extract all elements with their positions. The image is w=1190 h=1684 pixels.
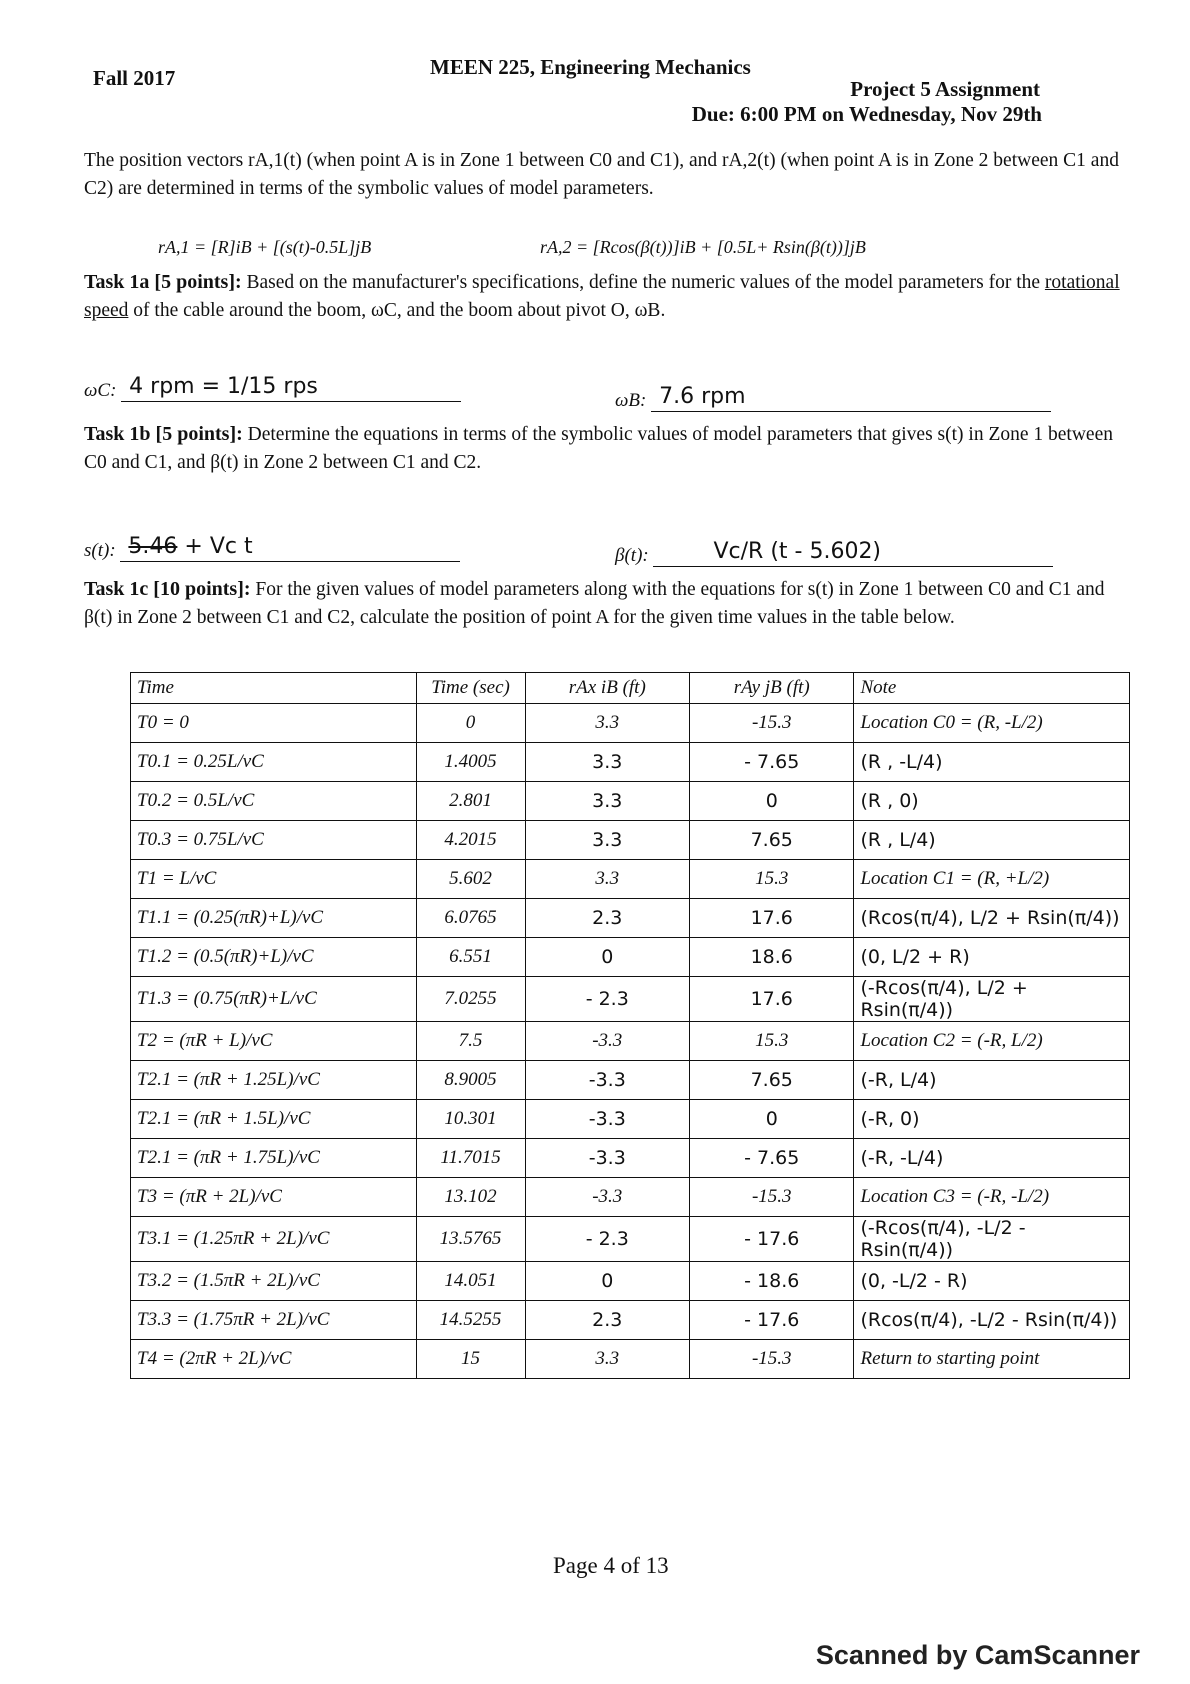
time-cell: T2.1 = (πR + 1.25L)/vC — [131, 1061, 417, 1100]
assignment-title: Project 5 Assignment — [850, 77, 1040, 101]
time-sec-cell: 13.5765 — [416, 1217, 525, 1262]
table-row — [131, 977, 1130, 1022]
task1a-title: Task 1a [5 points]: — [84, 271, 242, 293]
header-time-sec: Time (sec) — [416, 673, 525, 704]
task1a-text-before: Based on the manufacturer's specifications, define the numeric values of the model parameters for the — [241, 272, 1045, 293]
rax-cell: 3.3 — [525, 743, 689, 782]
rax-cell: 0 — [525, 1262, 689, 1301]
header-rax: rAx iB (ft) — [525, 673, 689, 704]
time-cell: T0.2 = 0.5L/vC — [131, 782, 417, 821]
header-ray: rAy jB (ft) — [690, 673, 854, 704]
task1c-paragraph — [84, 575, 1124, 632]
note-cell: (R , 0) — [854, 782, 1130, 821]
table-row — [131, 938, 1130, 977]
s-answer-text: + Vc t — [184, 534, 253, 559]
task1b-title: Task 1b [5 points]: — [84, 423, 243, 445]
rax-cell: 3.3 — [525, 860, 689, 899]
table-row — [131, 1100, 1130, 1139]
ray-cell: -15.3 — [690, 1178, 854, 1217]
task1a-text-after: of the cable around the boom, ωC, and the boom about pivot O, ωB. — [128, 300, 666, 321]
time-cell: T0.3 = 0.75L/vC — [131, 821, 417, 860]
rax-cell: 3.3 — [525, 1340, 689, 1379]
time-sec-cell: 6.551 — [416, 938, 525, 977]
note-cell: (-Rcos(π/4), L/2 + Rsin(π/4)) — [854, 977, 1130, 1022]
header-time: Time — [131, 673, 417, 704]
time-cell: T3.3 = (1.75πR + 2L)/vC — [131, 1301, 417, 1340]
rax-cell: 3.3 — [525, 704, 689, 743]
time-cell: T1.2 = (0.5(πR)+L)/vC — [131, 938, 417, 977]
note-cell: Return to starting point — [854, 1340, 1130, 1379]
omega-c-answer: 4 rpm = 1/15 rps — [129, 374, 318, 399]
table-header-row — [131, 673, 1130, 704]
note-cell: Location C2 = (-R, L/2) — [854, 1022, 1130, 1061]
rax-cell: -3.3 — [525, 1022, 689, 1061]
note-cell: (-R, L/4) — [854, 1061, 1130, 1100]
time-cell: T0 = 0 — [131, 704, 417, 743]
beta-label: β(t): — [615, 545, 649, 566]
time-sec-cell: 7.5 — [416, 1022, 525, 1061]
time-cell: T3.1 = (1.25πR + 2L)/vC — [131, 1217, 417, 1262]
s-answer — [128, 534, 252, 559]
table-row — [131, 1139, 1130, 1178]
table-row — [131, 1340, 1130, 1379]
ray-cell: 0 — [690, 782, 854, 821]
ray-cell: 0 — [690, 1100, 854, 1139]
note-cell: (Rcos(π/4), L/2 + Rsin(π/4)) — [854, 899, 1130, 938]
table-row — [131, 1178, 1130, 1217]
time-cell: T1 = L/vC — [131, 860, 417, 899]
task1a-underlined: rotational speed — [84, 272, 1120, 321]
note-cell: (R , L/4) — [854, 821, 1130, 860]
note-cell: (-Rcos(π/4), -L/2 - Rsin(π/4)) — [854, 1217, 1130, 1262]
note-cell: (-R, -L/4) — [854, 1139, 1130, 1178]
time-sec-cell: 7.0255 — [416, 977, 525, 1022]
rax-cell: - 2.3 — [525, 1217, 689, 1262]
table-row — [131, 1022, 1130, 1061]
ray-cell: - 17.6 — [690, 1301, 854, 1340]
note-cell: (0, L/2 + R) — [854, 938, 1130, 977]
table-row — [131, 1301, 1130, 1340]
rax-cell: 2.3 — [525, 1301, 689, 1340]
time-sec-cell: 14.051 — [416, 1262, 525, 1301]
ray-cell: 17.6 — [690, 899, 854, 938]
omega-c-answer-row — [84, 375, 461, 402]
rax-cell: -3.3 — [525, 1100, 689, 1139]
time-cell: T2.1 = (πR + 1.5L)/vC — [131, 1100, 417, 1139]
omega-c-answer-line — [121, 375, 461, 402]
equation-r2: rA,2 = [Rcos(β(t))]iB + [0.5L+ Rsin(β(t))]jB — [540, 237, 866, 257]
note-cell: Location C0 = (R, -L/2) — [854, 704, 1130, 743]
ray-cell: - 7.65 — [690, 743, 854, 782]
beta-answer: Vc/R (t - 5.602) — [713, 539, 882, 564]
rax-cell: 2.3 — [525, 899, 689, 938]
beta-answer-line — [653, 540, 1053, 567]
time-cell: T3 = (πR + 2L)/vC — [131, 1178, 417, 1217]
time-cell: T4 = (2πR + 2L)/vC — [131, 1340, 417, 1379]
time-sec-cell: 5.602 — [416, 860, 525, 899]
time-cell: T2.1 = (πR + 1.75L)/vC — [131, 1139, 417, 1178]
ray-cell: 7.65 — [690, 821, 854, 860]
note-cell: (0, -L/2 - R) — [854, 1262, 1130, 1301]
course-title: MEEN 225, Engineering Mechanics — [430, 55, 751, 79]
table-row — [131, 1061, 1130, 1100]
time-sec-cell: 10.301 — [416, 1100, 525, 1139]
time-cell: T2 = (πR + L)/vC — [131, 1022, 417, 1061]
s-answer-row — [84, 535, 460, 562]
table-row — [131, 1262, 1130, 1301]
ray-cell: -15.3 — [690, 1340, 854, 1379]
s-label: s(t): — [84, 540, 116, 561]
table-row — [131, 743, 1130, 782]
note-cell: (-R, 0) — [854, 1100, 1130, 1139]
task1a-paragraph — [84, 268, 1124, 325]
due-date: Due: 6:00 PM on Wednesday, Nov 29th — [691, 102, 1042, 126]
omega-c-label: ωC: — [84, 380, 117, 401]
omega-b-answer-row — [615, 385, 1051, 412]
rax-cell: -3.3 — [525, 1139, 689, 1178]
task1b-text: Determine the equations in terms of the symbolic values of model parameters that gives s(t) in Zone 1 between C0 and C1, and β(t) in Zone 2 between C1 and C2. — [84, 424, 1113, 473]
task1c-text: For the given values of model parameters along with the equations for s(t) in Zone 1 between C0 and C1 and β(t) in Zone 2 between C1 and C2, calculate the position of point A for the given time values in the table below. — [84, 579, 1105, 628]
s-answer-line — [120, 535, 460, 562]
equation-r1: rA,1 = [R]iB + [(s(t)-0.5L]jB — [158, 237, 372, 257]
table-row — [131, 782, 1130, 821]
intro-paragraph: The position vectors rA,1(t) (when point A is in Zone 1 between C0 and C1), and rA,2(t) (when point A is in Zone 2 between C1 and C2) are determined in terms of the symbolic values of model parameters. — [84, 150, 1119, 199]
rax-cell: -3.3 — [525, 1178, 689, 1217]
time-sec-cell: 13.102 — [416, 1178, 525, 1217]
time-sec-cell: 15 — [416, 1340, 525, 1379]
rax-cell: 0 — [525, 938, 689, 977]
rax-cell: -3.3 — [525, 1061, 689, 1100]
table-row — [131, 821, 1130, 860]
time-sec-cell: 14.5255 — [416, 1301, 525, 1340]
time-sec-cell: 11.7015 — [416, 1139, 525, 1178]
time-cell: T1.1 = (0.25(πR)+L)/vC — [131, 899, 417, 938]
table-row — [131, 860, 1130, 899]
time-sec-cell: 0 — [416, 704, 525, 743]
task1b-paragraph — [84, 420, 1124, 477]
rax-cell: 3.3 — [525, 821, 689, 860]
scanner-watermark: Scanned by CamScanner — [815, 1640, 1140, 1670]
ray-cell: - 17.6 — [690, 1217, 854, 1262]
time-sec-cell: 8.9005 — [416, 1061, 525, 1100]
beta-answer-row — [615, 540, 1053, 567]
note-cell: Location C3 = (-R, -L/2) — [854, 1178, 1130, 1217]
note-cell: (Rcos(π/4), -L/2 - Rsin(π/4)) — [854, 1301, 1130, 1340]
omega-b-answer: 7.6 rpm — [659, 384, 746, 409]
ray-cell: -15.3 — [690, 704, 854, 743]
s-struck-value: 5.46 — [128, 534, 178, 559]
header-note: Note — [854, 673, 1130, 704]
ray-cell: - 7.65 — [690, 1139, 854, 1178]
ray-cell: 18.6 — [690, 938, 854, 977]
page-number: Page 4 of 13 — [553, 1553, 669, 1578]
rax-cell: 3.3 — [525, 782, 689, 821]
table-row — [131, 704, 1130, 743]
ray-cell: 17.6 — [690, 977, 854, 1022]
time-sec-cell: 2.801 — [416, 782, 525, 821]
ray-cell: 7.65 — [690, 1061, 854, 1100]
time-cell: T3.2 = (1.5πR + 2L)/vC — [131, 1262, 417, 1301]
ray-cell: - 18.6 — [690, 1262, 854, 1301]
task1c-title: Task 1c [10 points]: — [84, 578, 251, 600]
time-sec-cell: 4.2015 — [416, 821, 525, 860]
time-sec-cell: 6.0765 — [416, 899, 525, 938]
time-sec-cell: 1.4005 — [416, 743, 525, 782]
omega-b-label: ωB: — [615, 390, 647, 411]
ray-cell: 15.3 — [690, 860, 854, 899]
omega-b-answer-line — [651, 385, 1051, 412]
time-cell: T0.1 = 0.25L/vC — [131, 743, 417, 782]
note-cell: (R , -L/4) — [854, 743, 1130, 782]
table-row — [131, 1217, 1130, 1262]
note-cell: Location C1 = (R, +L/2) — [854, 860, 1130, 899]
semester-label: Fall 2017 — [93, 66, 176, 90]
time-cell: T1.3 = (0.75(πR)+L/vC — [131, 977, 417, 1022]
rax-cell: - 2.3 — [525, 977, 689, 1022]
ray-cell: 15.3 — [690, 1022, 854, 1061]
table-row — [131, 899, 1130, 938]
results-table — [130, 672, 1130, 1379]
